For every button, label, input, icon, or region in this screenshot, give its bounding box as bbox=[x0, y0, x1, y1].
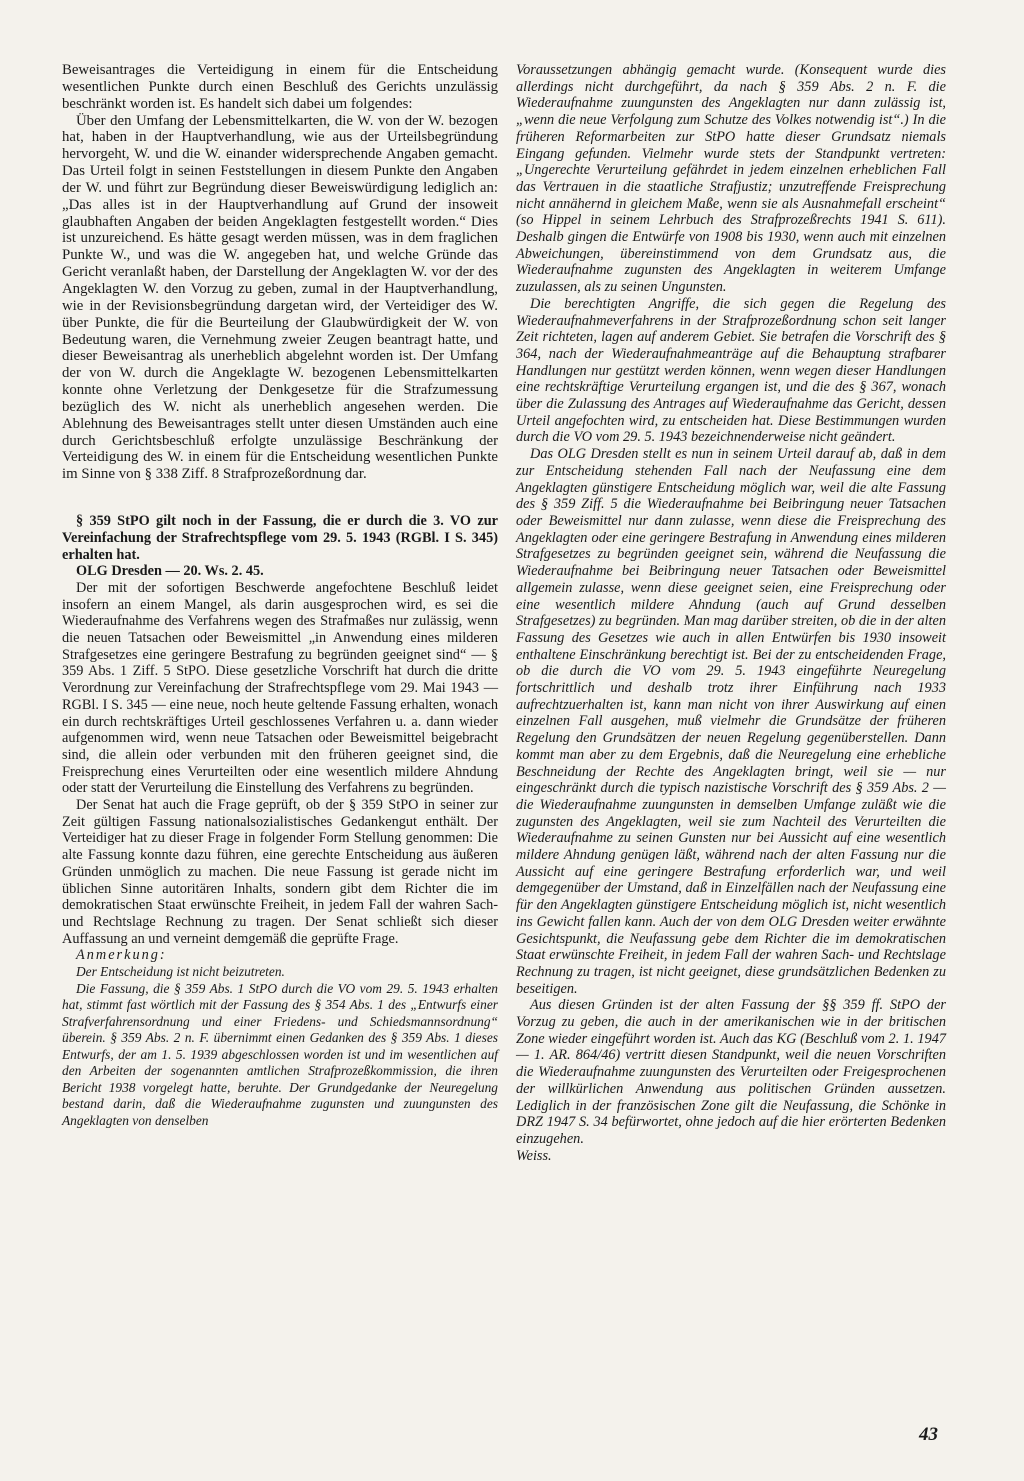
paragraph: Der Entscheidung ist nicht beizutreten. bbox=[76, 964, 285, 980]
paragraph: Das OLG Dresden stellt es nun in seinem Urteil darauf ab, daß in dem zur Entscheidung stehenden Fall nach der Neufassung eine dem Angeklagten günstigere Entscheidung möglich war, weil die alte Fassung des § 359 Ziff. 5 die Wiederaufnahme bei Beibringung neuer Tatsachen oder Beweismittel nur dann zulasse, wenn diese die Freisprechung des Angeklagten oder eine geringere Bestrafung in Anwendung eines milderen Strafgesetzes zu begründen geeignet sein, während die Neufassung die Wiederaufnahme bei Beibringung neuer Tatsachen oder Beweismittel allgemein zulasse, wenn diese geeignet seien, eine Freisprechung oder eine wesentlich mildere Ahndung (auch auf Grund desselben Strafgesetzes) zu begründen. Man mag darüber streiten, ob die in der alten Fassung des Gesetzes wie auch in allen Entwürfen bis 1930 insoweit enthaltene Einschränkung berechtigt ist. Bei der zu entscheidenden Frage, ob die durch die VO vom 29. 5. 1943 eingeführte Neuregelung fortschrittlich und deshalb trotz ihrer Einführung nach 1933 aufrechtzuerhalten ist, kann man nicht von ihrer Auswirkung auf einen einzelnen Fall ausgehen, muß vielmehr die Grundsätze der früheren Regelung den Grundsätzen der neuen Regelung gegenüberstellen. Dann kommt man aber zu dem Ergebnis, daß die Neuregelung eine erhebliche Beschneidung der Rechte des Angeklagten bringt, weil sie — nur eingeschränkt durch die typisch nazistische Vorschrift des § 359 Abs. 2 — die Wiederaufnahme zuungunsten in demselben Umfange zuläßt wie die zugunsten des Angeklagten, weil sie zum Nachteil des Verurteilten die Wiederaufnahme zu seinen Gunsten nur bei Aussicht auf eine wesentlich mildere Ahndung genügen läßt, während nach der alten Fassung nur die Aussicht auf eine geringere Bestrafung erforderlich war, und weil demgegenüber der Umstand, daß in Einzelfällen nach der Neufassung eine für den Angeklagten günstigere Entscheidung möglich ist, nicht wesentlich ins Gewicht fallen kann. Auch der von dem OLG Dresden weiter erwähnte Gesichtspunkt, die Neufassung gebe dem Richter die im demokratischen Staat erwünschte Freiheit, in jedem Fall der wahren Sach- und Rechtslage Rechnung zu tragen, ist nicht geeignet, diese grundsätzlichen Bedenken zu beseitigen. bbox=[516, 446, 946, 997]
annotation-label: Anmerkung: bbox=[76, 947, 167, 964]
left-column bbox=[62, 62, 498, 1129]
paragraph: Über den Umfang der Lebensmittelkarten, die W. von der W. bezogen hat, haben in der Hauptverhandlung, wie aus der Urteilsbegründung hervorgeht, W. und die W. einander widersprechende Angaben gemacht. Das Urteil folgt in seinen Feststellungen in diesem Punkte den Angaben der W. und führt zur Begründung dieser Beweiswürdigung lediglich an: „Das alles ist in der Hauptverhandlung auf Grund der insoweit glaubhaften Angaben der beiden Angeklagten festgestellt worden.“ Dies ist unzureichend. Es hätte gesagt werden müssen, was in dem fraglichen Punkte W., und was die W. angegeben hat, und welche Gründe das Gericht veranlaßt haben, der Darstellung der Angeklagten W. vor der des Angeklagten W. den Vorzug zu geben, zumal in der Hauptverhandlung, wie in der Revisionsbegründung dargetan wird, der Verteidiger des W. über Punkte, die für die Beurteilung der Glaubwürdigkeit der W. von Bedeutung waren, die Vernehmung zweier Zeugen beantragt hatte, und dieser Beweisantrag als unerheblich abgelehnt worden ist. Der Umfang der von W. durch die Angeklagte W. bezogenen Lebensmittelkarten konnte ohne Verletzung der Denkgesetze für die Strafzumessung bezüglich des W. nicht als unerheblich angesehen werden. Die Ablehnung des Beweisantrages stellt unter diesen Umständen auch eine durch Gerichtsbeschluß erfolgte unzulässige Beschränkung der Verteidigung des W. in einem für die Entscheidung wesentlichen Punkte im Sinne von § 338 Ziff. 8 Strafprozeßordnung dar. bbox=[62, 112, 498, 483]
paragraph: Der Senat hat auch die Frage geprüft, ob der § 359 StPO in seiner zur Zeit gültigen Fassung nationalsozialistisches Gedankengut enthält. Der Verteidiger hat zu dieser Frage in folgender Form Stellung genommen: Die alte Fassung konnte dazu führen, eine gerechte Entscheidung aus äußeren Gründen unmöglich zu machen. Die neue Fassung ist gerade nicht im üblichen Sinne autoritären Inhalts, sondern gibt dem Richter die im demokratischen Staat erwünschte Freiheit, in jedem Fall der wahren Sach- und Rechtslage Rechnung zu tragen. Der Senat schließt sich dieser Auffassung an und verneint demgemäß die geprüfte Frage. bbox=[62, 797, 498, 947]
decision-headnote: § 359 StPO gilt noch in der Fassung, die er durch die 3. VO zur Vereinfachung der Strafrechtspflege vom 29. 5. 1943 (RGBl. I S. 345) erhalten hat. bbox=[62, 513, 498, 563]
paragraph: Der mit der sofortigen Beschwerde angefochtene Beschluß leidet insofern an einem Mangel, als darin ausgesprochen wird, es sei die Wiederaufnahme des Verfahrens wegen des Strafmaßes nur zulässig, wenn die neuen Tatsachen oder Beweismittel „in Anwendung eines milderen Strafgesetzes eine geringere Bestrafung zu begründen geeignet sind“ — § 359 Abs. 1 Ziff. 5 StPO. Diese gesetzliche Vorschrift hat durch die dritte Verordnung zur Vereinfachung der Strafrechtspflege vom 29. Mai 1943 — RGBl. I S. 345 — eine neue, noch heute geltende Fassung erhalten, wonach ein durch rechtskräftiges Urteil geschlossenes Verfahren u. a. dann wieder aufgenommen wird, wenn neue Tatsachen oder Beweismittel beigebracht sind, die allein oder verbunden mit den früheren geeignet sind, die Freisprechung eines Verurteilten oder eine wesentlich mildere Ahndung oder statt der Verurteilung die Einstellung des Verfahrens zu begründen. bbox=[62, 579, 498, 797]
paragraph: Die Fassung, die § 359 Abs. 1 StPO durch die VO vom 29. 5. 1943 erhalten hat, stimmt fast wörtlich mit der Fassung des § 354 Abs. 1 des „Entwurfs einer Strafverfahrensordnung und einer Friedens- und Schiedsmannsordnung“ überein. § 359 Abs. 2 n. F. übernimmt einen Gedanken des § 359 Abs. 1 dieses Entwurfs, der am 1. 5. 1939 abgeschlossen worden ist und im wesentlichen auf den Arbeiten der sogenannten amtlichen Strafprozeßkommission, die ihren Bericht 1938 vorgelegt hatte, beruhte. Der Grundgedanke der Neuregelung bestand darin, daß die Wiederaufnahme zugunsten und zuungunsten des Angeklagten von denselben bbox=[62, 980, 498, 1128]
author-signature: Weiss. bbox=[516, 1147, 552, 1164]
paragraph: Aus diesen Gründen ist der alten Fassung der §§ 359 ff. StPO der Vorzug zu geben, die auch in der amerikanischen wie in der britischen Zone wieder eingeführt worden ist. Auch das KG (Beschluß vom 2. 1. 1947 — 1. AR. 864/46) vertritt diesen Standpunkt, weil die neuen Vorschriften die Wiederaufnahme zuungunsten des Verurteilten oder Freigesprochenen der willkürlichen Anwendung aus politischen Gründen aussetzen. Lediglich in der französischen Zone gilt die Neufassung, die Schönke in DRZ 1947 S. 34 befürwortet, ohne jedoch auf die hier erörterten Bedenken einzugehen. bbox=[516, 997, 946, 1147]
paragraph: Voraussetzungen abhängig gemacht wurde. (Konsequent wurde dies allerdings nicht durchgeführt, da nach § 359 Abs. 2 n. F. die Wiederaufnahme zuungunsten des Angeklagten nur dann zulässig ist, „wenn die neue Verfolgung zum Schutze des Volkes notwendig ist“.) In die früheren Reformarbeiten zur StPO hatte dieser Grundsatz niemals Eingang gefunden. Vielmehr wurde stets der Standpunkt vertreten: „Ungerechte Verurteilung gefährdet in jedem einzelnen erheblichen Fall das Vertrauen in die staatliche Strafjustiz; unzutreffende Freisprechung nicht annähernd in gleichem Maße, wenn sie als Ausnahmefall erscheint“ (so Hippel in seinem Lehrbuch des Strafprozeßrechts 1941 S. 611). Deshalb gingen die Entwürfe von 1908 bis 1930, wenn auch mit einzelnen Abweichungen, übereinstimmend von dem Grundsatz aus, die Wiederaufnahme zugunsten des Angeklagten in weiterem Umfange zuzulassen, als zu seinen Ungunsten. bbox=[516, 62, 946, 296]
court-reference: OLG Dresden — 20. Ws. 2. 45. bbox=[76, 563, 264, 580]
page-number: 43 bbox=[919, 1424, 938, 1445]
right-column bbox=[516, 62, 946, 1164]
paragraph: Die berechtigten Angriffe, die sich gegen die Regelung des Wiederaufnahmeverfahrens in der Strafprozeßordnung schon seit langer Zeit richteten, lagen auf anderem Gebiet. Sie betrafen die Vorschrift des § 364, nach der Wiederaufnahmeanträge auf die Behauptung strafbarer Handlungen nur gestützt werden können, wenn wegen dieser Handlungen eine rechtskräftige Verurteilung ergangen ist, und die des § 367, wonach über die Zulassung des Antrages auf Wiederaufnahme das Gericht, dessen Urteil angefochten wird, zu entscheiden hat. Diese Bestimmungen wurden durch die VO vom 29. 5. 1943 bezeichnenderweise nicht geändert. bbox=[516, 295, 946, 446]
paragraph: Beweisantrages die Verteidigung in einem für die Entscheidung wesentlichen Punkte durch einen Beschluß des Gerichts unzulässig beschränkt worden ist. Es handelt sich dabei um folgendes: bbox=[62, 62, 498, 112]
